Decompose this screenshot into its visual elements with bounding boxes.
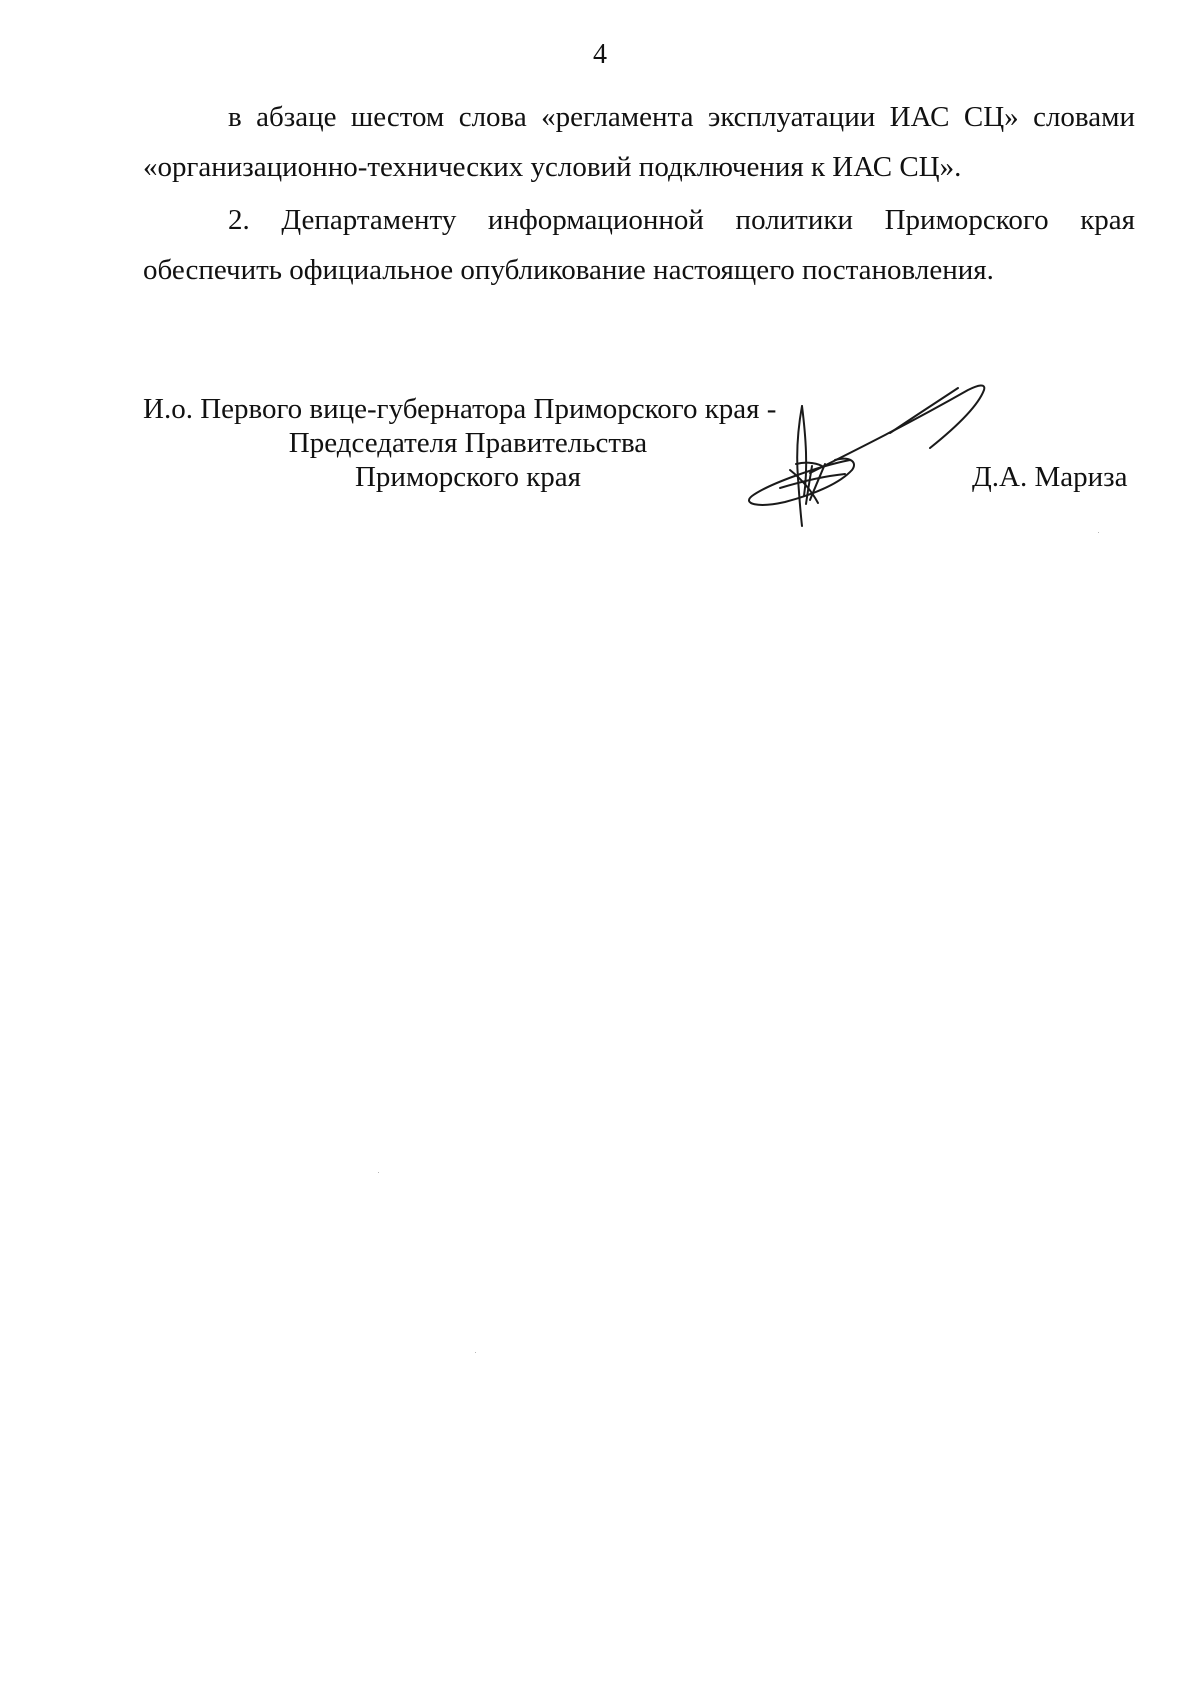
signatory-title bbox=[143, 392, 793, 494]
scan-speck bbox=[1098, 532, 1099, 533]
signatory-title-line: Председателя Правительства bbox=[288, 427, 648, 459]
signatory-title-line: И.о. Первого вице-губернатора Приморского края - bbox=[143, 393, 777, 425]
body-paragraph: 2. Департаменту информационной политики Приморского края обеспечить официальное опубликование настоящего постановления. bbox=[143, 204, 1135, 286]
body-paragraph: в абзаце шестом слова «регламента эксплуатации ИАС СЦ» словами «организационно-технических условий подключения к ИАС СЦ». bbox=[143, 101, 1135, 183]
handwritten-signature bbox=[740, 378, 1000, 528]
signatory-title-line: Приморского края bbox=[354, 461, 582, 493]
page-number: 4 bbox=[593, 39, 607, 70]
signatory-name: Д.А. Мариза bbox=[972, 461, 1128, 493]
scan-speck bbox=[475, 1352, 476, 1353]
scan-speck bbox=[378, 1172, 379, 1173]
